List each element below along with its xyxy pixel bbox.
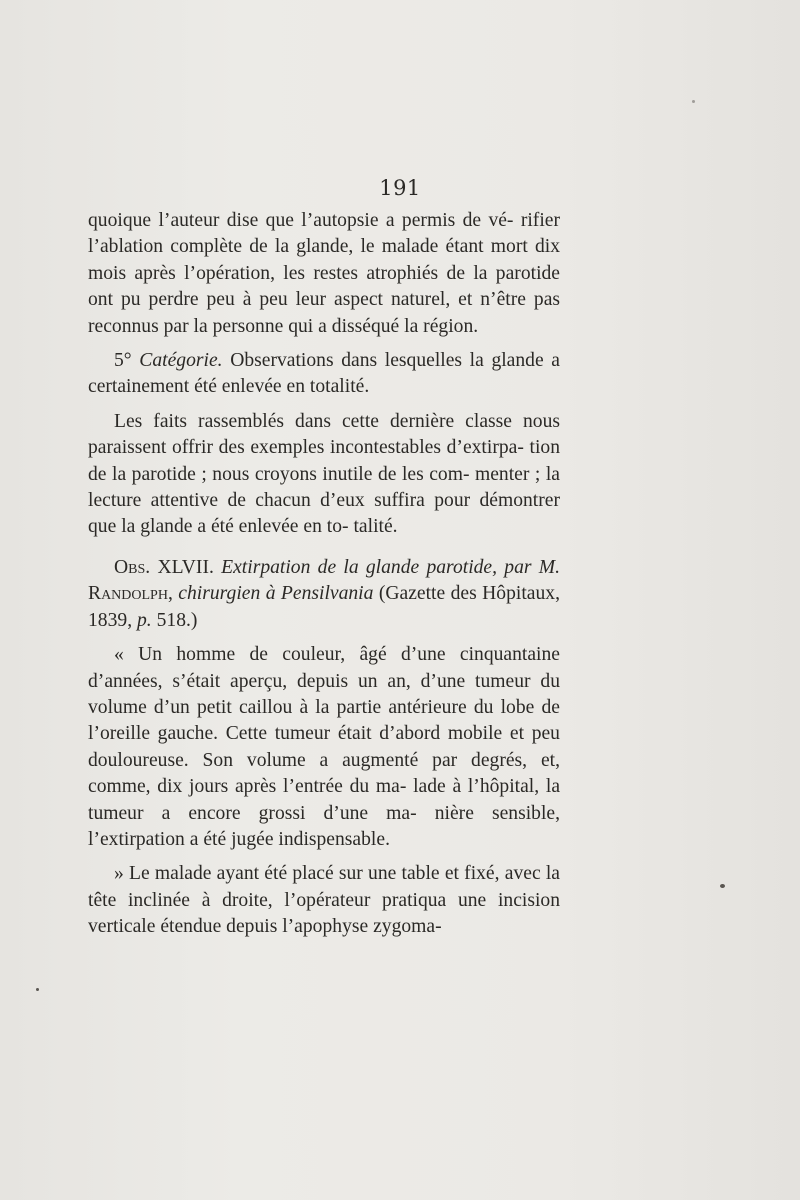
text-line: mort dix mois après l’opération, les restes atrophiés <box>88 236 560 284</box>
text-line: de la parotide ont pu perdre peu à peu leur aspect <box>88 262 561 311</box>
text-line: Les faits rassemblés dans cette dernière classe nous <box>114 410 560 432</box>
paragraph-1 <box>88 208 560 340</box>
text-line: Observations dans lesquelles la <box>230 350 484 372</box>
obs-author-role: chirurgien à Pensilvania <box>178 583 374 605</box>
text-line: » Le malade ayant été placé sur une table et fixé, <box>114 863 500 885</box>
text-line: mobile et peu douloureuse. Son volume a augmenté <box>88 723 560 771</box>
text-line: du volume d’un petit caillou à la partie antérieure du <box>88 670 560 718</box>
text-line: naturel, et n’être pas reconnus par la personne qui a <box>88 289 561 337</box>
obs-title: Extirpation de la glande parotide, par <box>221 556 532 578</box>
paragraph-4 <box>88 642 560 853</box>
text-line: tion de la parotide ; nous croyons inutile de les com- <box>88 437 560 485</box>
paragraph-5 <box>88 861 560 940</box>
text-line: pour démontrer que la glande a été enlevée en to- <box>88 490 560 538</box>
obs-page-ref: 518.) <box>156 609 198 631</box>
category-title: Catégorie. <box>139 350 223 372</box>
obs-number: XLVII. <box>157 556 214 578</box>
text-line: lobe de l’oreille gauche. Cette tumeur était d’abord <box>88 696 560 745</box>
text-line: glande a certainement été enlevée en totalité. <box>88 350 560 398</box>
text-line: rifier l’ablation complète de la glande, le malade étant <box>88 210 560 258</box>
category-paragraph <box>88 348 560 401</box>
text-line: nière sensible, l’extirpation a été jugée indispensable. <box>88 802 560 850</box>
obs-source: (Gazette des Hôpitaux, 1839, <box>88 583 560 631</box>
text-line: avec la tête inclinée à droite, l’opérateur pratiqua une <box>88 863 560 911</box>
text-block <box>88 208 560 941</box>
observation-heading <box>88 555 560 634</box>
text-line: menter ; la lecture attentive de chacun d’eux suffira <box>88 463 560 512</box>
text-line: par degrés, et, comme, dix jours après l’entrée du ma- <box>88 749 560 798</box>
paper-speck <box>692 100 695 103</box>
page-number: 191 <box>379 176 421 200</box>
text-line: quoique l’auteur dise que l’autopsie a permis de vé- <box>88 210 514 231</box>
obs-label: Obs. <box>114 556 151 578</box>
paper-speck <box>720 884 725 888</box>
text-line: d’années, s’était aperçu, depuis un an, d’une tumeur <box>88 670 531 692</box>
text-line: talité. <box>353 516 398 538</box>
text-line: incision verticale étendue depuis l’apophyse zygoma- <box>88 889 560 938</box>
obs-author: Randolph, <box>88 583 173 605</box>
obs-page-label: p. <box>137 609 152 631</box>
text-line: lade à l’hôpital, la tumeur a encore grossi d’une ma- <box>88 776 561 824</box>
obs-author-prefix: M. <box>538 556 561 578</box>
category-number: 5° <box>114 350 132 372</box>
text-line: « Un homme de couleur, âgé d’une cinquantaine <box>114 644 560 666</box>
text-line: disséqué la région. <box>331 315 479 337</box>
text-line: paraissent offrir des exemples incontestables d’extirpa- <box>88 437 524 459</box>
paragraph-3 <box>88 409 560 541</box>
paper-speck <box>36 988 39 991</box>
